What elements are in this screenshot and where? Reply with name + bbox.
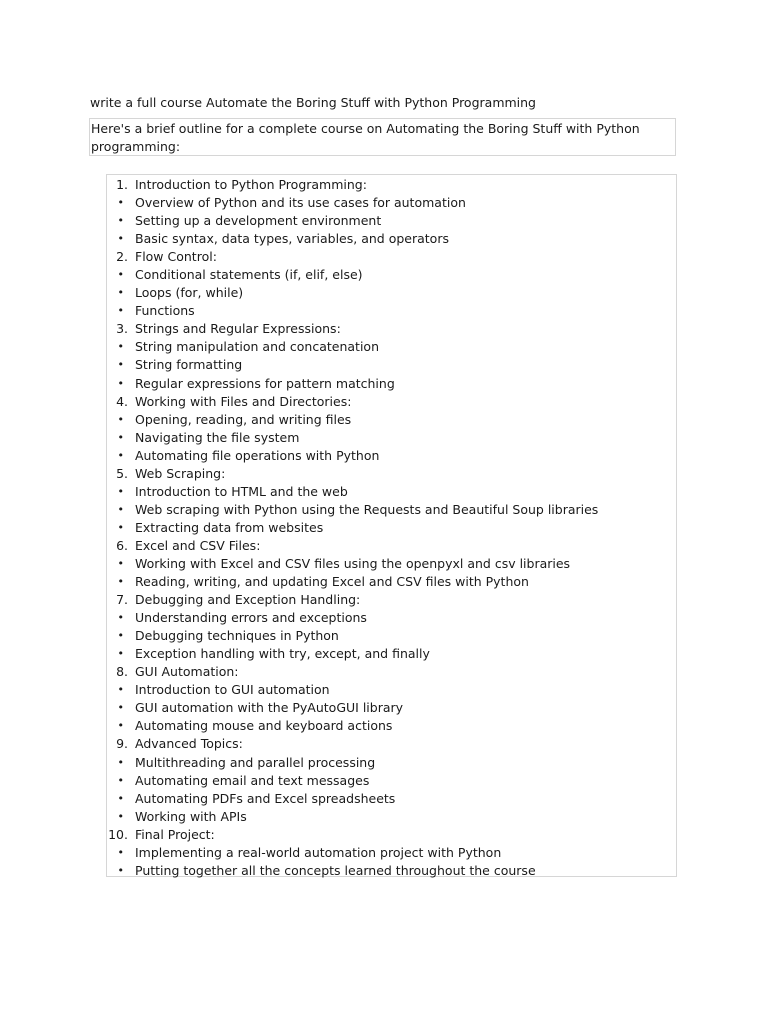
outline-item bbox=[107, 429, 676, 447]
bullet-marker: • bbox=[117, 286, 124, 300]
outline-item bbox=[107, 808, 676, 826]
bullet-marker: • bbox=[117, 755, 124, 769]
outline-item bbox=[107, 212, 676, 230]
bullet-marker: • bbox=[117, 629, 124, 643]
outline-item bbox=[107, 176, 676, 194]
outline-item-text: Opening, reading, and writing files bbox=[135, 411, 352, 427]
outline-item bbox=[107, 609, 676, 627]
outline-item-text: Navigating the file system bbox=[135, 429, 300, 445]
outline-item-text: Web Scraping: bbox=[135, 465, 226, 481]
outline-item bbox=[107, 844, 676, 862]
outline-item-text: Loops (for, while) bbox=[135, 285, 244, 301]
outline-item bbox=[107, 302, 676, 320]
number-marker: 8. bbox=[116, 664, 128, 680]
outline-item bbox=[107, 717, 676, 735]
outline-item-text: Automating email and text messages bbox=[135, 772, 370, 788]
user-prompt: write a full course Automate the Boring Stuff with Python Programming bbox=[90, 95, 536, 110]
outline-item-text: Multithreading and parallel processing bbox=[135, 754, 376, 770]
outline-item-text: Final Project: bbox=[135, 826, 215, 842]
outline-item-text: Introduction to GUI automation bbox=[135, 682, 330, 698]
outline-item-text: GUI Automation: bbox=[135, 664, 239, 680]
outline-item-text: Automating mouse and keyboard actions bbox=[135, 718, 393, 734]
bullet-marker: • bbox=[117, 340, 124, 354]
outline-item bbox=[107, 320, 676, 338]
outline-item bbox=[107, 555, 676, 573]
outline-item bbox=[107, 393, 676, 411]
outline-item-text: Automating PDFs and Excel spreadsheets bbox=[135, 790, 396, 806]
outline-item-text: Working with Files and Directories: bbox=[135, 393, 352, 409]
bullet-marker: • bbox=[117, 502, 124, 516]
outline-item bbox=[107, 645, 676, 663]
number-marker: 6. bbox=[116, 537, 128, 553]
bullet-marker: • bbox=[117, 412, 124, 426]
course-outline-box bbox=[106, 174, 677, 877]
outline-item bbox=[107, 663, 676, 681]
number-marker: 1. bbox=[116, 177, 128, 192]
outline-item bbox=[107, 248, 676, 266]
outline-item bbox=[107, 266, 676, 284]
number-marker: 3. bbox=[116, 321, 128, 337]
outline-item-text: Flow Control: bbox=[135, 249, 217, 265]
outline-item bbox=[107, 862, 676, 880]
bullet-marker: • bbox=[117, 647, 124, 661]
intro-text: Here's a brief outline for a complete course on Automating the Boring Stuff with Python programming: bbox=[91, 121, 640, 154]
number-marker: 4. bbox=[116, 393, 128, 409]
outline-item bbox=[107, 627, 676, 645]
bullet-marker: • bbox=[117, 196, 124, 210]
outline-item bbox=[107, 699, 676, 717]
bullet-marker: • bbox=[117, 520, 124, 534]
outline-item bbox=[107, 826, 676, 844]
outline-item-text: Automating file operations with Python bbox=[135, 447, 380, 463]
bullet-marker: • bbox=[117, 358, 124, 372]
outline-item-text: Introduction to HTML and the web bbox=[135, 483, 348, 499]
outline-item bbox=[107, 483, 676, 501]
outline-item bbox=[107, 537, 676, 555]
outline-item-text: Implementing a real-world automation project with Python bbox=[135, 844, 502, 860]
number-marker: 9. bbox=[116, 736, 128, 752]
number-marker: 2. bbox=[116, 249, 128, 265]
bullet-marker: • bbox=[117, 773, 124, 787]
bullet-marker: • bbox=[117, 448, 124, 462]
number-marker: 5. bbox=[116, 465, 128, 481]
outline-item-text: Functions bbox=[135, 303, 195, 319]
bullet-marker: • bbox=[117, 683, 124, 697]
bullet-marker: • bbox=[117, 719, 124, 733]
outline-item bbox=[107, 573, 676, 591]
outline-item-text: String manipulation and concatenation bbox=[135, 339, 380, 355]
outline-item-text: GUI automation with the PyAutoGUI library bbox=[135, 700, 404, 716]
bullet-marker: • bbox=[117, 791, 124, 805]
bullet-marker: • bbox=[117, 304, 124, 318]
outline-item-text: Reading, writing, and updating Excel and CSV files with Python bbox=[135, 574, 529, 590]
bullet-marker: • bbox=[117, 556, 124, 570]
bullet-marker: • bbox=[117, 845, 124, 859]
outline-item bbox=[107, 790, 676, 808]
outline-item bbox=[107, 772, 676, 790]
outline-item bbox=[107, 681, 676, 699]
bullet-marker: • bbox=[117, 268, 124, 282]
intro-text-box bbox=[89, 118, 676, 156]
outline-item-text: Strings and Regular Expressions: bbox=[135, 321, 341, 337]
outline-item-text: Understanding errors and exceptions bbox=[135, 610, 367, 626]
outline-item-text: Overview of Python and its use cases for automation bbox=[135, 195, 466, 211]
outline-item-text: Regular expressions for pattern matching bbox=[135, 375, 395, 391]
outline-item bbox=[107, 447, 676, 465]
outline-item bbox=[107, 230, 676, 248]
bullet-marker: • bbox=[117, 376, 124, 390]
outline-item bbox=[107, 194, 676, 212]
outline-item bbox=[107, 519, 676, 537]
outline-item-text: Web scraping with Python using the Requests and Beautiful Soup libraries bbox=[135, 501, 599, 517]
bullet-marker: • bbox=[117, 430, 124, 444]
outline-item bbox=[107, 375, 676, 393]
bullet-marker: • bbox=[117, 611, 124, 625]
outline-item-text: Extracting data from websites bbox=[135, 519, 324, 535]
outline-item-text: Debugging techniques in Python bbox=[135, 628, 339, 644]
outline-item bbox=[107, 735, 676, 753]
outline-item bbox=[107, 591, 676, 609]
number-marker: 10. bbox=[108, 826, 128, 842]
outline-item-text: Conditional statements (if, elif, else) bbox=[135, 267, 363, 283]
outline-item-text: String formatting bbox=[135, 357, 243, 373]
outline-item-text: Basic syntax, data types, variables, and operators bbox=[135, 231, 449, 247]
outline-item bbox=[107, 501, 676, 519]
outline-item-text: Working with APIs bbox=[135, 808, 247, 824]
outline-item bbox=[107, 338, 676, 356]
bullet-marker: • bbox=[117, 484, 124, 498]
outline-item bbox=[107, 356, 676, 374]
outline-item-text: Exception handling with try, except, and finally bbox=[135, 646, 430, 662]
bullet-marker: • bbox=[117, 809, 124, 823]
outline-item bbox=[107, 754, 676, 772]
bullet-marker: • bbox=[117, 214, 124, 228]
number-marker: 7. bbox=[116, 592, 128, 608]
bullet-marker: • bbox=[117, 701, 124, 715]
outline-item-text: Working with Excel and CSV files using the openpyxl and csv libraries bbox=[135, 555, 571, 571]
outline-item bbox=[107, 284, 676, 302]
outline-item-text: Debugging and Exception Handling: bbox=[135, 592, 361, 608]
outline-item-text: Putting together all the concepts learned throughout the course bbox=[135, 862, 536, 878]
outline-item-text: Advanced Topics: bbox=[135, 736, 243, 752]
outline-item-text: Excel and CSV Files: bbox=[135, 537, 261, 553]
bullet-marker: • bbox=[117, 863, 124, 877]
outline-item bbox=[107, 411, 676, 429]
bullet-marker: • bbox=[117, 575, 124, 589]
outline-item bbox=[107, 465, 676, 483]
outline-item-text: Introduction to Python Programming: bbox=[135, 177, 367, 192]
outline-item-text: Setting up a development environment bbox=[135, 213, 382, 229]
bullet-marker: • bbox=[117, 232, 124, 246]
course-outline-list bbox=[107, 175, 676, 880]
